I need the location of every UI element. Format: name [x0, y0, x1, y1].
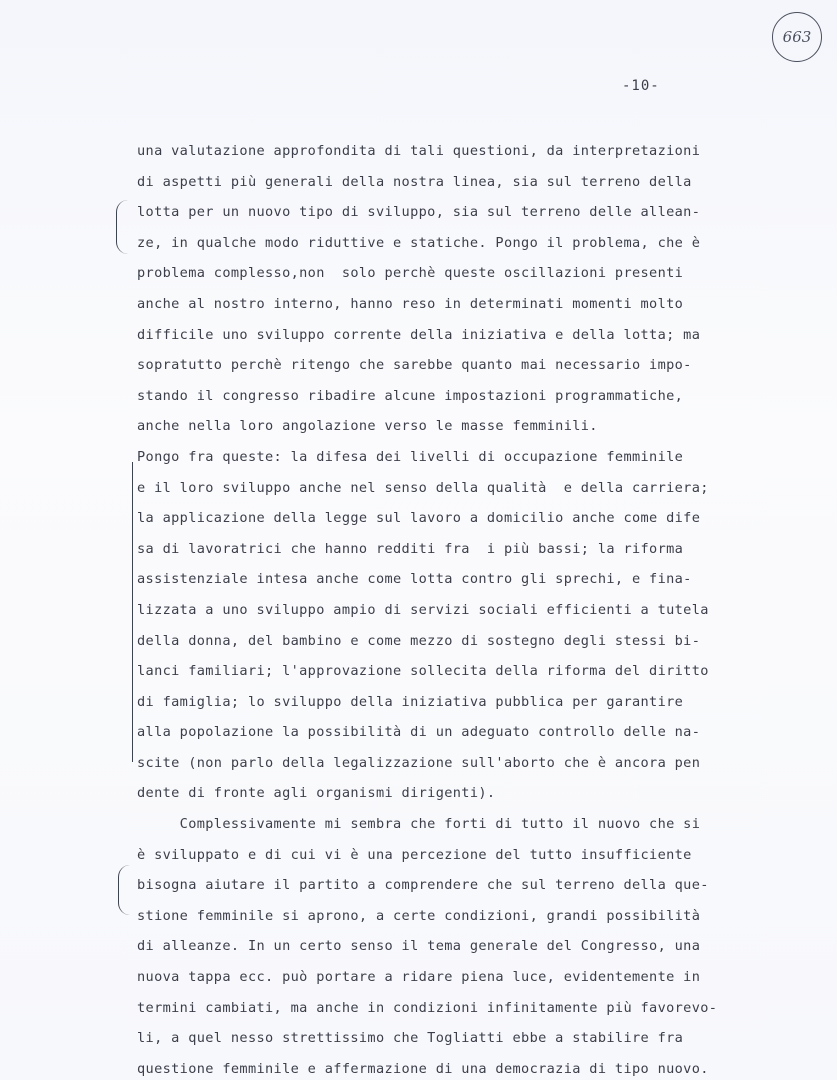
folio-stamp: [772, 12, 822, 62]
text-line: e il loro sviluppo anche nel senso della qualità e della carriera;: [137, 479, 709, 496]
folio-number: 663: [782, 28, 812, 46]
text-line: li, a quel nesso strettissimo che Togliatti ebbe a stabilire fra: [137, 1030, 684, 1047]
text-line: difficile uno sviluppo corrente della iniziativa e della lotta; ma: [137, 326, 701, 343]
text-line: stione femminile si aprono, a certe condizioni, grandi possibilità: [137, 907, 701, 924]
text-line: alla popolazione la possibilità di un adeguato controllo delle na-: [137, 724, 701, 741]
text-line: sa di lavoratrici che hanno redditi fra i più bassi; la riforma: [137, 540, 684, 557]
text-line: la applicazione della legge sul lavoro a domicilio anche come dife: [137, 510, 701, 527]
text-line: di alleanze. In un certo senso il tema generale del Congresso, una: [137, 938, 701, 955]
margin-line-middle: [132, 462, 133, 762]
text-line: di famiglia; lo sviluppo della iniziativa pubblica per garantire: [137, 693, 684, 710]
text-line: assistenziale intesa anche come lotta contro gli sprechi, e fina-: [137, 571, 692, 588]
page-number: -10-: [622, 78, 660, 94]
text-line: termini cambiati, ma anche in condizioni infinitamente più favorevo-: [137, 999, 718, 1016]
text-line: lanci familiari; l'approvazione sollecita della riforma del diritto: [137, 663, 709, 680]
text-line: lizzata a uno sviluppo ampio di servizi sociali efficienti a tutela: [137, 601, 709, 618]
text-line: dente di fronte agli organismi dirigenti).: [137, 785, 496, 802]
text-line: ze, in qualche modo riduttive e statiche. Pongo il problema, che è: [137, 234, 701, 251]
text-line: scite (non parlo della legalizzazione sull'aborto che è ancora pen: [137, 754, 701, 771]
margin-bracket-top: [116, 200, 129, 254]
text-line: di aspetti più generali della nostra linea, sia sul terreno della: [137, 173, 692, 190]
text-line: Pongo fra queste: la difesa dei livelli di occupazione femminile: [137, 448, 684, 465]
text-line: della donna, del bambino e come mezzo di sostegno degli stessi bi-: [137, 632, 701, 649]
text-line: anche al nostro interno, hanno reso in determinati momenti molto: [137, 295, 684, 312]
text-line: sopratutto perchè ritengo che sarebbe quanto mai necessario impo-: [137, 357, 692, 374]
text-line: una valutazione approfondita di tali questioni, da interpretazioni: [137, 143, 701, 159]
text-line: anche nella loro angolazione verso le masse femminili.: [137, 418, 598, 435]
text-line: problema complesso,non solo perchè queste oscillazioni presenti: [137, 265, 684, 282]
margin-bracket-bottom: [118, 865, 131, 915]
text-line: Complessivamente mi sembra che forti di tutto il nuovo che si: [137, 816, 701, 833]
body-text: [137, 136, 797, 1080]
text-line: è sviluppato e di cui vi è una percezione del tutto insufficiente: [137, 846, 692, 863]
text-line: stando il congresso ribadire alcune impostazioni programmatiche,: [137, 387, 684, 404]
text-line: questione femminile e affermazione di una democrazia di tipo nuovo.: [137, 1060, 709, 1077]
text-line: nuova tappa ecc. può portare a ridare piena luce, evidentemente in: [137, 969, 701, 986]
text-line: lotta per un nuovo tipo di sviluppo, sia sul terreno delle allean-: [137, 204, 701, 221]
text-line: bisogna aiutare il partito a comprendere che sul terreno della que-: [137, 877, 709, 894]
